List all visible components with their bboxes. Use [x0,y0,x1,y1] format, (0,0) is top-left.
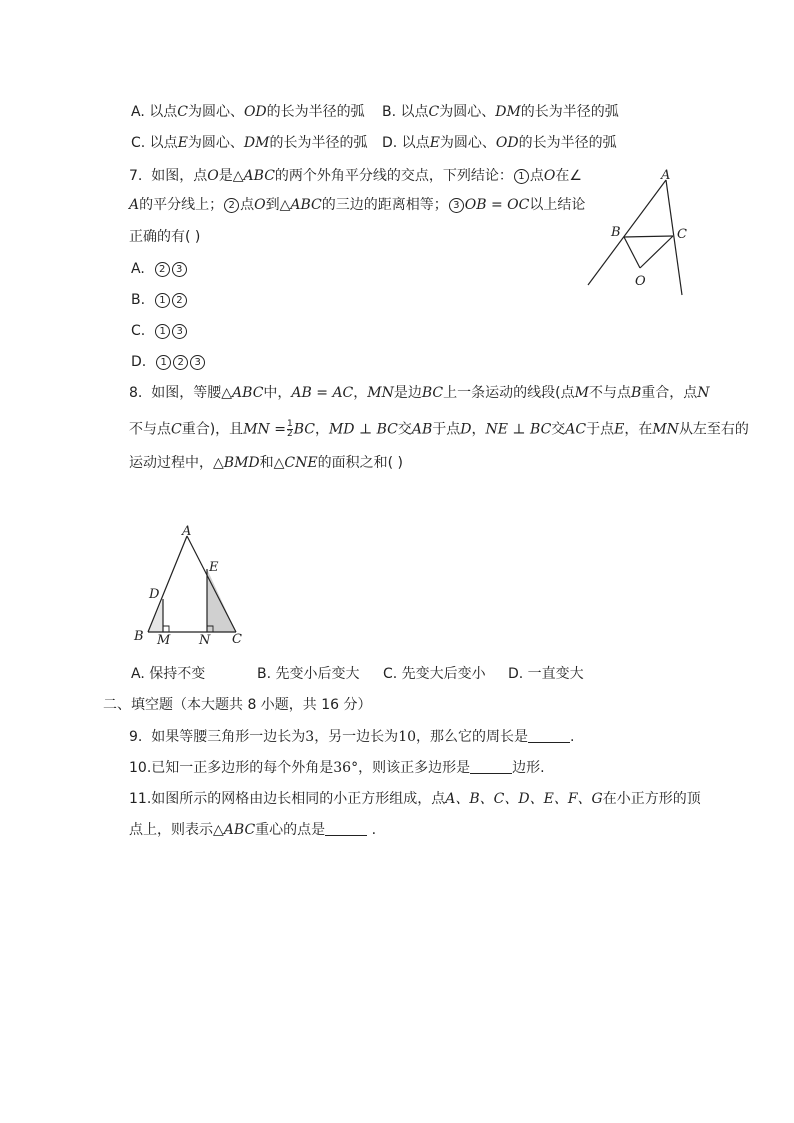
section-heading: 二、填空题（本大题共 8 小题，共 16 分） [103,697,372,713]
label-n: N [199,633,211,648]
fraction-half: $\frac{1}{2}$ [286,419,293,439]
q7-option-b: B. 1 2 [131,292,188,309]
q11-line-2: 点上，则表示△ABC重心的点是 . [129,822,377,838]
q7-line-1: 7. 如图，点O是△ABC的两个外角平分线的交点，下列结论： 1 点O在∠ [129,168,582,184]
q8-option-b: B. 先变小后变大 [257,666,360,682]
label-a: A [182,524,192,539]
q6-option-b: B. 以点C为圆心、DM的长为半径的弧 [382,104,619,120]
q8-figure [130,520,250,650]
q6-option-a: A. 以点C为圆心、OD的长为半径的弧 [131,104,365,120]
q7-figure [580,165,700,300]
q8-option-a: A. 保持不变 [131,666,206,682]
segment-bo [624,237,640,268]
label-a: A [661,168,671,183]
q6-option-d: D. 以点E为圆心、OD的长为半径的弧 [382,135,617,151]
segment-co [640,236,673,268]
q7-option-d: D. 1 2 3 [131,354,206,371]
label-c: C [677,227,687,242]
line-ray-ab [588,180,666,285]
label-o: O [635,274,646,289]
label-m: M [157,633,171,648]
q8-option-c: C. 先变大后变小 [383,666,486,682]
q10-answer-blank[interactable] [470,761,512,774]
q10: 10.已知一正多边形的每个外角是36°，则该正多边形是 边形. [129,760,545,776]
q8-line-2: 不与点C重合)，且MN = $\frac{1}{2}$ BC，MD ⊥ BC交AB于点D，NE ⊥ BC交AC于点E，在MN从左至右的 [129,419,749,439]
q11-answer-blank[interactable] [325,823,367,836]
q9: 9. 如果等腰三角形一边长为3，另一边长为10，那么它的周长是 . [129,729,575,745]
side-ab [148,536,187,632]
q9-answer-blank[interactable] [528,730,570,743]
q6-option-c: C. 以点E为圆心、DM的长为半径的弧 [131,135,368,151]
q8-line-1: 8. 如图，等腰△ABC中，AB = AC，MN是边BC上一条运动的线段(点M不与点B重合，点N [129,385,710,401]
label-e: E [209,560,219,575]
q7-option-c: C. 1 3 [131,323,188,340]
right-angle-m [163,626,169,632]
label-d: D [149,587,160,602]
label-b: B [611,225,621,240]
q7-line-2: A的平分线上； 2 点O到△ABC的三边的距离相等； 3 OB = OC以上结论 [129,197,586,213]
q11-line-1: 11.如图所示的网格由边长相同的小正方形组成，点A、B、C、D、E、F、G在小正方形的顶 [129,791,701,807]
label-c: C [232,632,242,647]
q7-option-a: A. 2 3 [131,261,188,278]
segment-bc [624,236,673,237]
label-b: B [134,629,144,644]
q8-option-d: D. 一直变大 [508,666,584,682]
q7-line-3: 正确的有( ) [129,229,201,245]
q8-line-3: 运动过程中，△BMD和△CNE的面积之和( ) [129,455,403,471]
